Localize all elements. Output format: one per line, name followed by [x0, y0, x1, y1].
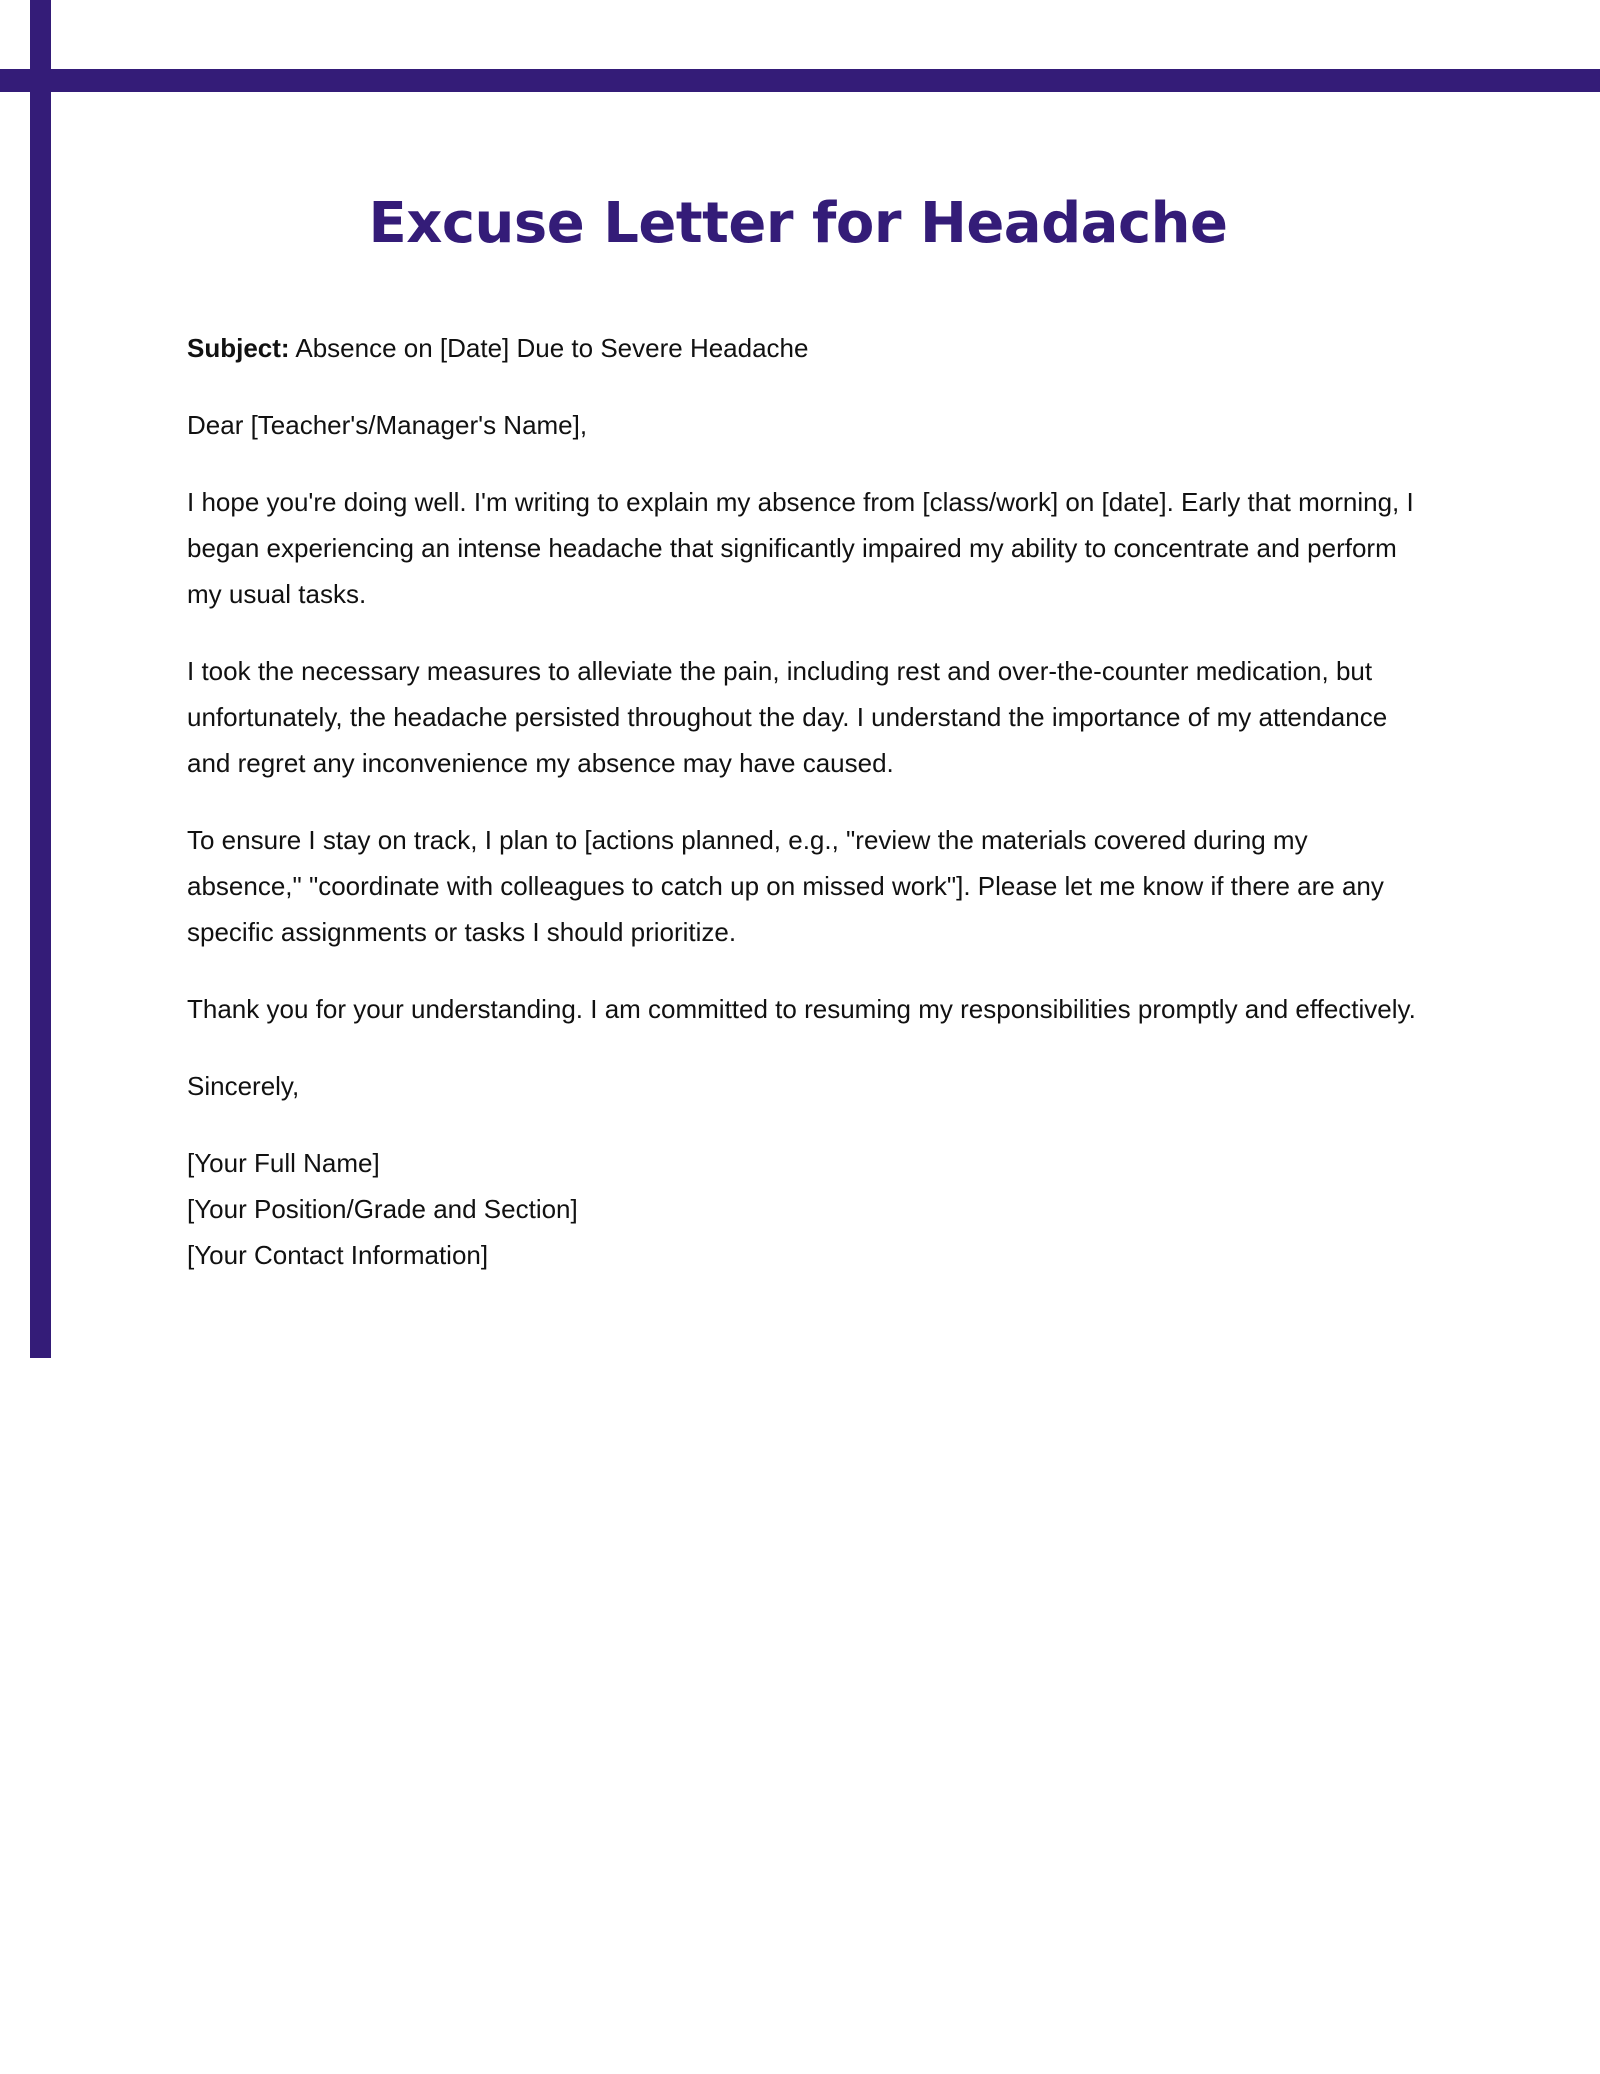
- signature-name: [Your Full Name]: [187, 1148, 380, 1179]
- paragraph-measures: I took the necessary measures to alleviate the pain, including rest and over-the-counter medication, but unfortunately, the headache persisted throughout the day. I understand the importance of my attendance and regret any inconvenience my absence may have caused.: [187, 656, 1388, 779]
- subject-label: Subject:: [187, 333, 290, 364]
- letter-body: [187, 325, 1427, 1278]
- signature-position: [Your Position/Grade and Section]: [187, 1194, 578, 1225]
- signature-block: [187, 1140, 1427, 1278]
- closing: Sincerely,: [187, 1071, 300, 1102]
- subject-line: [187, 325, 1427, 371]
- paragraph-thanks: Thank you for your understanding. I am committed to resuming my responsibilities promptly and effectively.: [187, 994, 1416, 1025]
- left-accent-bar: [30, 0, 51, 1358]
- paragraph-explanation: I hope you're doing well. I'm writing to explain my absence from [class/work] on [date]. Early that morning, I began experiencing an intense headache that significantly impaired my ability to concentrate and perform my usual tasks.: [187, 487, 1414, 610]
- salutation: Dear [Teacher's/Manager's Name],: [187, 410, 588, 441]
- subject-text: Absence on [Date] Due to Severe Headache: [289, 333, 809, 364]
- letter-title: Excuse Letter for Headache: [368, 191, 1228, 256]
- top-accent-bar: [0, 69, 1600, 92]
- paragraph-plan: To ensure I stay on track, I plan to [actions planned, e.g., "review the materials covered during my absence," "coordinate with colleagues to catch up on missed work"]. Please let me know if there are any specific assignments or tasks I should prioritize.: [187, 825, 1384, 948]
- excuse-letter: [187, 190, 1427, 1278]
- signature-contact: [Your Contact Information]: [187, 1240, 489, 1271]
